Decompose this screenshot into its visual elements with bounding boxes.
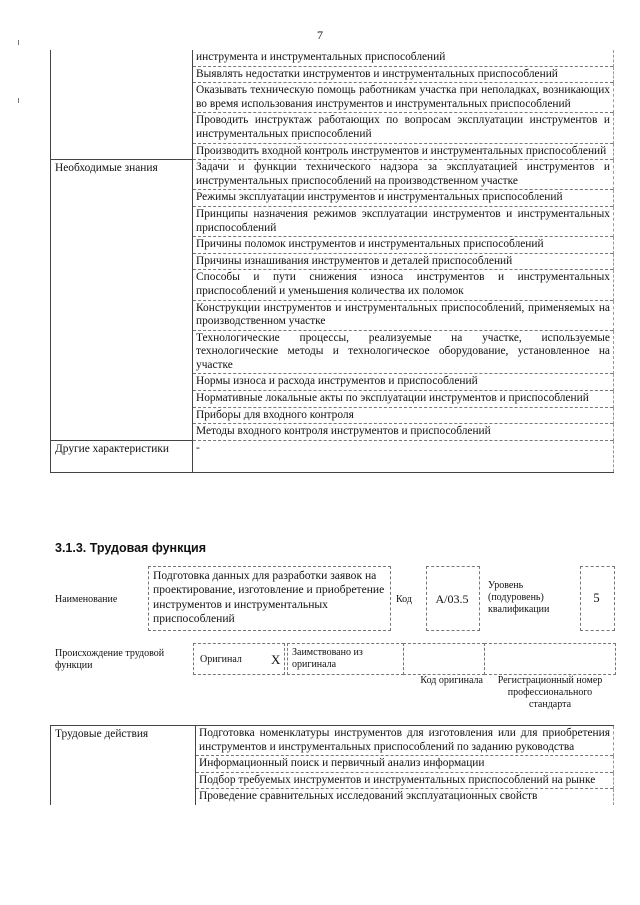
original-label: Оригинал	[200, 654, 242, 665]
table-row: Проводить инструктаж работающих по вопросам эксплуатации инструментов и инструментальных приспособлений	[193, 113, 614, 143]
level-value: 5	[593, 591, 600, 605]
table-row: инструмента и инструментальных приспособлений	[193, 50, 614, 66]
table-row: Технологические процессы, реализуемые на участке, используемые технологические методы и технологическое оборудование, установленное на участке	[193, 330, 614, 374]
table-row: Информационный поиск и первичный анализ информации	[196, 756, 614, 773]
margin-mark	[18, 98, 19, 103]
name-label: Наименование	[55, 594, 118, 605]
other-label: Другие характеристики	[51, 440, 193, 472]
borrowed-label: Заимствовано из оригинала	[292, 647, 363, 670]
function-name: Подготовка данных для разработки заявок на проектирование, изготовление и приобретение инструментов и инструментальных приспособлений	[153, 569, 385, 626]
table-row: Подготовка номенклатуры инструментов для изготовления или для приобретения инструментов и инструментальных приспособлений по заданию руководства	[196, 726, 614, 756]
table-row: Приборы для входного контроля	[193, 407, 614, 424]
actions-label: Трудовые действия	[51, 726, 196, 805]
origin-label: Происхождение трудовой функции	[55, 648, 165, 671]
table-row: Причины поломок инструментов и инструментальных приспособлений	[193, 237, 614, 254]
table-row: Проведение сравнительных исследований эксплуатационных свойств	[196, 789, 614, 805]
skills-knowledge-table	[50, 50, 614, 473]
skills-label-cell	[51, 50, 193, 160]
table-row: Задачи и функции технического надзора за эксплуатацией инструментов и инструментальных приспособлений на производственном участке	[193, 160, 614, 190]
other-value: -	[193, 440, 614, 472]
table-row: Нормативные локальные акты по эксплуатации инструментов и приспособлений	[193, 391, 614, 408]
original-mark: X	[271, 652, 281, 667]
section-title: 3.1.3. Трудовая функция	[55, 541, 207, 555]
page-number: 7	[317, 28, 323, 42]
code-original-box	[403, 643, 485, 675]
level-label: Уровень (подуровень) квалификации	[488, 580, 550, 615]
table-row: Оказывать техническую помощь работникам участка при неполадках, возникающих во время использования инструментов и инструментальных приспособлений	[193, 83, 614, 113]
table-row: Режимы эксплуатации инструментов и инструментальных приспособлений	[193, 190, 614, 207]
margin-mark	[18, 40, 19, 45]
code-label: Код	[396, 594, 412, 605]
reg-number-label: Регистрационный номер профессионального стандарта	[497, 675, 603, 710]
table-row: Производить входной контроль инструментов и инструментальных приспособлений	[193, 143, 614, 160]
knowledge-label: Необходимые знания	[51, 160, 193, 441]
table-row: Конструкции инструментов и инструментальных приспособлений, применяемых на производственном участке	[193, 300, 614, 330]
code-value: А/03.5	[435, 592, 469, 606]
table-row: Принципы назначения режимов эксплуатации инструментов и инструментальных приспособлений	[193, 206, 614, 236]
actions-table	[50, 725, 614, 805]
table-row: Способы и пути снижения износа инструментов и инструментальных приспособлений и уменьшения количества их поломок	[193, 270, 614, 300]
reg-number-box	[484, 643, 616, 675]
table-row: Причины изнашивания инструментов и деталей приспособлений	[193, 253, 614, 270]
table-row: Подбор требуемых инструментов и инструментальных приспособлений на рынке	[196, 772, 614, 789]
table-row: Методы входного контроля инструментов и приспособлений	[193, 424, 614, 441]
table-row: Нормы износа и расхода инструментов и приспособлений	[193, 374, 614, 391]
table-row: Выявлять недостатки инструментов и инструментальных приспособлений	[193, 66, 614, 83]
code-original-label: Код оригинала	[420, 675, 483, 686]
